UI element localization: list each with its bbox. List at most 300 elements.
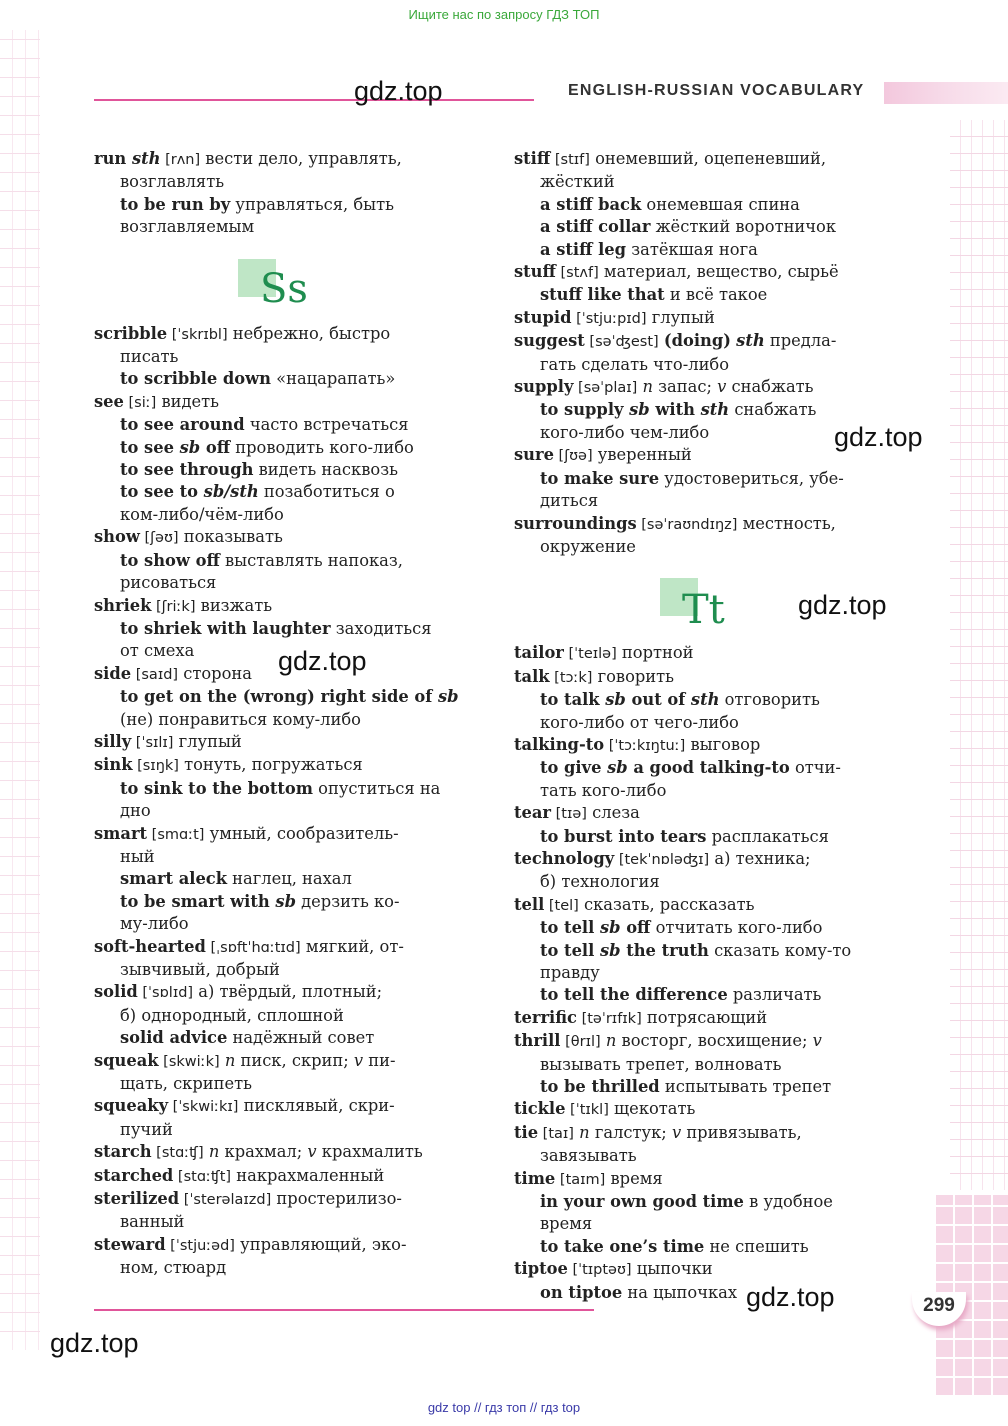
entry-phrase-line — [514, 399, 890, 421]
entry-term: to supply sb with sth — [540, 400, 730, 420]
watermark: gdz.top — [798, 590, 887, 620]
entry-term: tear — [514, 803, 552, 823]
translation: снабжать — [729, 400, 817, 420]
entry-continuation-line — [94, 346, 470, 368]
transcription: [ˈskwiːkɪ] — [168, 1099, 239, 1116]
translation: сказать, рассказать — [578, 894, 755, 914]
entry-headword-line — [94, 823, 470, 846]
transcription: [səˈraʊndɪŋz] — [636, 516, 738, 533]
translation: кого-либо от чего-либо — [540, 712, 739, 732]
entry-continuation-line — [94, 913, 470, 935]
header-stripe — [884, 82, 1008, 104]
entry-term: sterilized — [94, 1189, 180, 1209]
translation: потрясающий — [641, 1007, 768, 1027]
entry-headword-line — [514, 513, 890, 536]
translation: управляться, быть — [230, 194, 394, 214]
entry-headword-line — [514, 148, 890, 171]
translation: дерзить ко- — [295, 891, 400, 911]
translation: писать — [120, 347, 179, 367]
entry-term: technology — [514, 848, 615, 868]
entry-term: soft-hearted — [94, 936, 206, 956]
entry-phrase-line — [94, 368, 470, 390]
entry-phrase-line — [94, 778, 470, 800]
translation: глупый — [646, 307, 715, 327]
translation: тать кого-либо — [540, 780, 667, 800]
translation: глупый — [173, 731, 242, 751]
entry-term: on tiptoe — [540, 1282, 623, 1302]
transcription: [ˈsɪlɪ] — [131, 734, 174, 751]
translation: накрахмаленный — [231, 1165, 385, 1185]
entry-term: tiptoe — [514, 1259, 568, 1279]
entry-continuation-line — [514, 536, 890, 558]
translation: окружение — [540, 536, 636, 556]
entry-term: talk — [514, 666, 550, 686]
entry-headword-line — [514, 666, 890, 689]
translation: от смеха — [120, 641, 195, 661]
entry-phrase-line — [94, 437, 470, 459]
transcription: [ʃʊə] — [553, 448, 593, 465]
translation: видеть насквозь — [253, 460, 398, 480]
transcription: [stɑːʧt] — [173, 1168, 232, 1185]
entry-phrase-line — [94, 194, 470, 216]
entry-headword-line — [94, 1188, 470, 1211]
entry-phrase-line — [514, 284, 890, 306]
entry-term: to show off — [120, 550, 220, 570]
transcription: [ˌsɒftˈhɑːtɪd] — [205, 939, 301, 956]
watermark: gdz.top — [278, 646, 367, 676]
transcription: [ˈtɪptəʊ] — [567, 1262, 632, 1279]
translation: управляющий, эко- — [234, 1234, 407, 1254]
entry-continuation-line — [514, 354, 890, 376]
entry-headword-line: run sth [rʌn] вести дело, управлять, — [94, 149, 402, 168]
translation: онемевшая спина — [641, 194, 800, 214]
entry-term: sure — [514, 445, 554, 465]
entry-headword-line — [514, 894, 890, 917]
entry-continuation-line — [514, 712, 890, 734]
translation: выговор — [685, 734, 761, 754]
entries-s-continued — [514, 148, 890, 558]
entry-term: stuff like that — [540, 285, 665, 305]
entry-term: sink — [94, 755, 133, 775]
entry-headword-line — [514, 1258, 890, 1281]
entry-phrase-line — [94, 686, 470, 708]
transcription: [stɪf] — [550, 152, 590, 168]
translation: а) техника; — [709, 848, 811, 868]
entry-term: starched — [94, 1165, 174, 1185]
entry-phrase-line — [514, 917, 890, 939]
entry-term: see — [94, 391, 124, 411]
entry-term: to see around — [120, 415, 245, 435]
entry-phrase-line — [94, 481, 470, 503]
entry-continuation-line — [94, 216, 470, 238]
entry-headword-line — [514, 307, 890, 330]
transcription: [səˈplaɪ] — [573, 380, 638, 397]
translation: возглавлять — [120, 172, 225, 192]
entry-phrase-line — [514, 984, 890, 1006]
entry-continuation-line — [514, 871, 890, 893]
transcription: [təˈrɪfɪk] — [576, 1010, 642, 1027]
entry-term: tickle — [514, 1099, 566, 1119]
entry-phrase-line — [514, 757, 890, 779]
entry-continuation-line — [94, 1005, 470, 1027]
entry-term: silly — [94, 731, 132, 751]
entry-headword-line — [94, 526, 470, 549]
translation: визжать — [195, 595, 273, 615]
letter-heading: Ss — [260, 265, 308, 312]
entry-headword-line — [94, 936, 470, 959]
entry-phrase-line — [514, 468, 890, 490]
entry-term: to talk sb out of sth — [540, 690, 720, 710]
translation: отговорить — [719, 690, 820, 710]
transcription: [skwiːk] — [158, 1053, 220, 1070]
entry-continuation-line — [94, 1073, 470, 1095]
translation: вызывать трепет, волновать — [540, 1054, 782, 1074]
translation: наглец, нахал — [227, 869, 352, 889]
entry-phrase-line — [514, 689, 890, 711]
entry-term: smart — [94, 823, 148, 843]
translation: надёжный совет — [227, 1028, 375, 1048]
entry-term: to tell the difference — [540, 985, 728, 1005]
entry-term: stuff — [514, 262, 556, 282]
entry-headword-line — [514, 1168, 890, 1191]
entry-term: talking-to — [514, 734, 605, 754]
entry-headword-line — [514, 376, 890, 399]
translation: ный — [120, 846, 155, 866]
translation: писклявый, скри- — [238, 1096, 395, 1116]
entry-headword-line — [94, 391, 470, 414]
page-number: 299 — [912, 1292, 966, 1326]
entry-continuation-line — [94, 800, 470, 822]
translation: простерилизо- — [271, 1189, 402, 1209]
translation: щать, скрипеть — [120, 1074, 252, 1094]
entry-term: to make sure — [540, 468, 660, 488]
transcription: [taɪm] — [555, 1171, 606, 1188]
entry-continuation-line — [514, 171, 890, 193]
translation: «нацарапать» — [270, 369, 396, 389]
entry-term: shriek — [94, 595, 152, 615]
translation: небрежно, быстро — [227, 323, 391, 343]
entry-term: in your own good time — [540, 1192, 744, 1212]
translation: отчи- — [789, 758, 841, 778]
entry-term: to burst into tears — [540, 826, 707, 846]
transcription: [ˈstjuːpɪd] — [571, 310, 647, 327]
entry-headword-line — [94, 981, 470, 1004]
entry-term: a stiff collar — [540, 217, 651, 237]
entry-headword-line — [94, 1095, 470, 1118]
transcription: [sɪŋk] — [132, 758, 179, 775]
translation: n восторг, восхищение; v — [605, 1031, 822, 1051]
translation: различать — [727, 985, 822, 1005]
transcription: [taɪ] — [538, 1125, 574, 1142]
watermark: gdz.top — [354, 76, 443, 106]
entry-headword-line — [514, 1030, 890, 1053]
transcription: [ˈskrɪbl] — [167, 326, 228, 343]
translation: позаботиться о — [258, 482, 395, 502]
entry-continuation-line — [94, 709, 470, 731]
translation: завязывать — [540, 1146, 637, 1166]
transcription: [θrɪl] — [560, 1034, 601, 1051]
entry-continuation-line — [514, 962, 890, 984]
translation: заходиться — [330, 618, 432, 638]
entry-continuation-line — [94, 1211, 470, 1233]
translation: видеть — [156, 391, 220, 411]
translation: расплакаться — [706, 826, 829, 846]
transcription: [səˈʤest] — [584, 334, 659, 351]
translation: портной — [616, 643, 694, 663]
entry-term: solid advice — [120, 1028, 228, 1048]
entry-continuation-line — [94, 959, 470, 981]
entry-term: to sink to the bottom — [120, 778, 313, 798]
translation: а) твёрдый, плотный; — [193, 982, 383, 1002]
transcription: [ˈsɒlɪd] — [137, 985, 194, 1002]
entry-term: to take one’s time — [540, 1236, 705, 1256]
entry-term: tailor — [514, 643, 564, 663]
entry-term: to be smart with sb — [120, 891, 296, 911]
translation: жёсткий — [540, 172, 615, 192]
entry-term: to shriek with laughter — [120, 618, 331, 638]
entry-term: to tell sb off — [540, 918, 651, 938]
entry-headword-line — [94, 754, 470, 777]
entry-term: starch — [94, 1142, 152, 1162]
translation: ном, стюард — [120, 1258, 227, 1278]
entry-term: suggest — [514, 331, 585, 351]
header-rule — [94, 99, 534, 101]
entry-phrase-line — [94, 459, 470, 481]
translation: время — [540, 1214, 593, 1234]
translation: (не) понравиться кому-либо — [120, 709, 361, 729]
translation: кого-либо чем-либо — [540, 422, 710, 442]
entry-phrase-line — [94, 868, 470, 890]
entry-headword-line — [514, 330, 890, 353]
entry-term: tie — [514, 1122, 539, 1142]
entry-phrase-line — [94, 1027, 470, 1049]
translation: в удобное — [743, 1192, 833, 1212]
entry-term: run — [94, 149, 127, 168]
translation: му-либо — [120, 914, 189, 934]
translation: умный, сообразитель- — [204, 823, 399, 843]
entry-term: surroundings — [514, 513, 637, 533]
translation: правду — [540, 963, 600, 982]
entry-term: to get on the (wrong) right side of sb — [120, 687, 459, 707]
entry-term: to be run by — [120, 194, 231, 214]
bottom-banner: gdz top // гдз топ // гдз top — [427, 1400, 581, 1415]
entry-phrase-line — [94, 550, 470, 572]
transcription: [ʃəʊ] — [139, 530, 179, 547]
entry-term: steward — [94, 1234, 166, 1254]
translation: вести дело, управлять, — [200, 149, 402, 168]
transcription: [stʌf] — [555, 265, 599, 282]
entry-continuation-line — [94, 846, 470, 868]
entry-headword-line — [94, 731, 470, 754]
transcription: [ˈtɔːkɪŋtuː] — [604, 737, 686, 754]
translation: слеза — [586, 803, 640, 823]
entry-term: thrill — [514, 1031, 561, 1051]
entry-term: a stiff leg — [540, 239, 627, 259]
translation: часто встречаться — [244, 415, 409, 435]
translation: тонуть, погружаться — [178, 755, 363, 775]
translation: n крахмал; v крахмалить — [208, 1142, 423, 1162]
translation: дно — [120, 801, 151, 821]
translation: пучий — [120, 1119, 173, 1139]
entry-headword-line — [514, 802, 890, 825]
top-banner: Ищите нас по запросу ГДЗ ТОП — [408, 7, 600, 22]
entry-headword-line — [514, 642, 890, 665]
translation: опуститься на — [313, 778, 441, 798]
translation: на цыпочках — [622, 1282, 738, 1302]
entries-t — [514, 642, 890, 1304]
transcription: [tekˈnɒləʤɪ] — [614, 851, 710, 868]
entry-phrase-line — [514, 216, 890, 238]
decorative-pattern-right — [950, 120, 1008, 1190]
entry-term: scribble — [94, 323, 168, 343]
entry-continuation-line — [514, 780, 890, 802]
decorative-pattern-left — [0, 30, 40, 1350]
entry-term: to tell sb the truth — [540, 940, 709, 960]
watermark: gdz.top — [834, 422, 923, 452]
entry-continuation-line — [94, 1119, 470, 1141]
translation: проводить кого-либо — [230, 437, 414, 457]
entry-term: supply — [514, 377, 574, 397]
entry-phrase-line — [514, 1076, 890, 1098]
translation: n галстук; v привязывать, — [579, 1122, 802, 1142]
translation: зывчивый, добрый — [120, 960, 280, 979]
translation: мягкий, от- — [300, 936, 404, 956]
translation: жёсткий воротничок — [650, 217, 837, 237]
translation: и всё такое — [664, 285, 768, 305]
transcription: [ˈsterəlaɪzd] — [179, 1192, 272, 1209]
translation: не спешить — [704, 1236, 809, 1256]
translation: рисоваться — [120, 573, 217, 593]
entries-s — [94, 323, 470, 1280]
transcription: [siː] — [123, 394, 157, 411]
entry-phrase-line — [514, 239, 890, 261]
entry-phrase-line — [514, 1236, 890, 1258]
transcription: [ˈstjuːəd] — [165, 1237, 235, 1254]
entry-term: stupid — [514, 307, 572, 327]
entry-continuation-line — [514, 1213, 890, 1235]
section-letter-s — [94, 239, 470, 323]
entry-headword-line — [514, 1098, 890, 1121]
entry-continuation-line — [514, 1145, 890, 1167]
transcription: [stɑːʧ] — [151, 1145, 204, 1162]
entry-term: to see through — [120, 460, 254, 480]
left-column — [94, 148, 470, 1280]
entry-continuation-line — [94, 572, 470, 594]
entry-continuation-line — [94, 504, 470, 526]
entry-headword-line — [514, 1007, 890, 1030]
entry-term: show — [94, 527, 140, 547]
transcription: [ˈtɪkl] — [565, 1102, 609, 1119]
entry-headword-line — [514, 734, 890, 757]
translation: щекотать — [608, 1099, 696, 1119]
translation: испытывать трепет — [659, 1077, 832, 1097]
footer-rule — [94, 1309, 594, 1311]
entry-term: to be thrilled — [540, 1077, 660, 1097]
transcription: [ˈteɪlə] — [563, 646, 617, 663]
translation: цыпочки — [631, 1259, 713, 1279]
entry-headword-line — [94, 1234, 470, 1257]
entry-phrase-line — [514, 940, 890, 962]
transcription: [smɑːt] — [147, 826, 205, 843]
entry-continuation-line — [94, 1257, 470, 1279]
header-title: ENGLISH-RUSSIAN VOCABULARY — [568, 82, 865, 99]
entry-headword-line — [94, 1165, 470, 1188]
translation: n писк, скрип; v пи- — [224, 1050, 396, 1070]
entry-headword-line — [94, 595, 470, 618]
transcription: [ʃriːk] — [151, 598, 196, 615]
entry-term: a stiff back — [540, 194, 642, 214]
translation: б) однородный, сплошной — [120, 1005, 344, 1025]
entry-term: squeak — [94, 1050, 159, 1070]
translation: материал, вещество, сырьё — [598, 262, 839, 282]
entry-term: smart aleck — [120, 869, 227, 889]
translation: диться — [540, 491, 599, 511]
translation: говорить — [592, 666, 675, 686]
entry-term: to give sb a good talking-to — [540, 758, 790, 778]
watermark: gdz.top — [746, 1282, 835, 1312]
transcription: [tel] — [544, 897, 579, 914]
translation: удостовериться, убе- — [659, 468, 844, 488]
translation: ком-либо/чём-либо — [120, 504, 284, 524]
entry-term: to see to sb/sth — [120, 482, 259, 502]
translation: онемевший, оцепеневший, — [589, 149, 827, 168]
entry-headword-line — [94, 323, 470, 346]
entry-phrase-line — [514, 194, 890, 216]
transcription: [saɪd] — [131, 666, 179, 683]
translation: уверенный — [592, 445, 692, 465]
entry-term: solid — [94, 982, 138, 1002]
entry-headword-line — [514, 261, 890, 284]
translation: сказать кому-то — [708, 940, 852, 960]
translation: (doing) sth предла- — [663, 331, 837, 351]
entry-term: side — [94, 663, 132, 683]
translation: время — [605, 1168, 663, 1188]
transcription: [rʌn] — [160, 152, 201, 168]
translation: выставлять напоказ, — [219, 550, 403, 570]
entries-run — [94, 148, 470, 239]
entry-term: to scribble down — [120, 369, 271, 389]
translation: б) технология — [540, 872, 660, 892]
transcription: [tɔːk] — [549, 669, 593, 686]
translation: показывать — [178, 527, 283, 547]
watermark: gdz.top — [50, 1328, 139, 1358]
translation: возглавляемым — [120, 217, 255, 237]
translation: n запас; v снабжать — [642, 377, 814, 397]
translation: затёкшая нога — [626, 239, 758, 259]
entry-continuation-line — [94, 171, 470, 193]
translation: ванный — [120, 1212, 185, 1232]
letter-heading: Tt — [682, 587, 725, 634]
entry-term: squeaky — [94, 1096, 169, 1116]
entry-phrase-line — [514, 826, 890, 848]
entry-phrase-line — [94, 618, 470, 640]
entry-headword-line — [94, 1141, 470, 1164]
entry-continuation-line — [514, 1054, 890, 1076]
translation: местность, — [737, 513, 836, 533]
translation: гать сделать что-либо — [540, 354, 730, 374]
right-column — [514, 148, 890, 1304]
entry-term: tell — [514, 894, 545, 914]
entry-term: terrific — [514, 1007, 577, 1027]
entry-headword-line — [514, 1122, 890, 1145]
entry-phrase-line — [514, 1191, 890, 1213]
entry-headword-line — [94, 1050, 470, 1073]
entry-term: to see sb off — [120, 437, 231, 457]
entry-phrase-line — [94, 891, 470, 913]
transcription: [tɪə] — [551, 806, 587, 823]
entry-term: stiff — [514, 149, 551, 168]
entry-phrase-line — [94, 414, 470, 436]
